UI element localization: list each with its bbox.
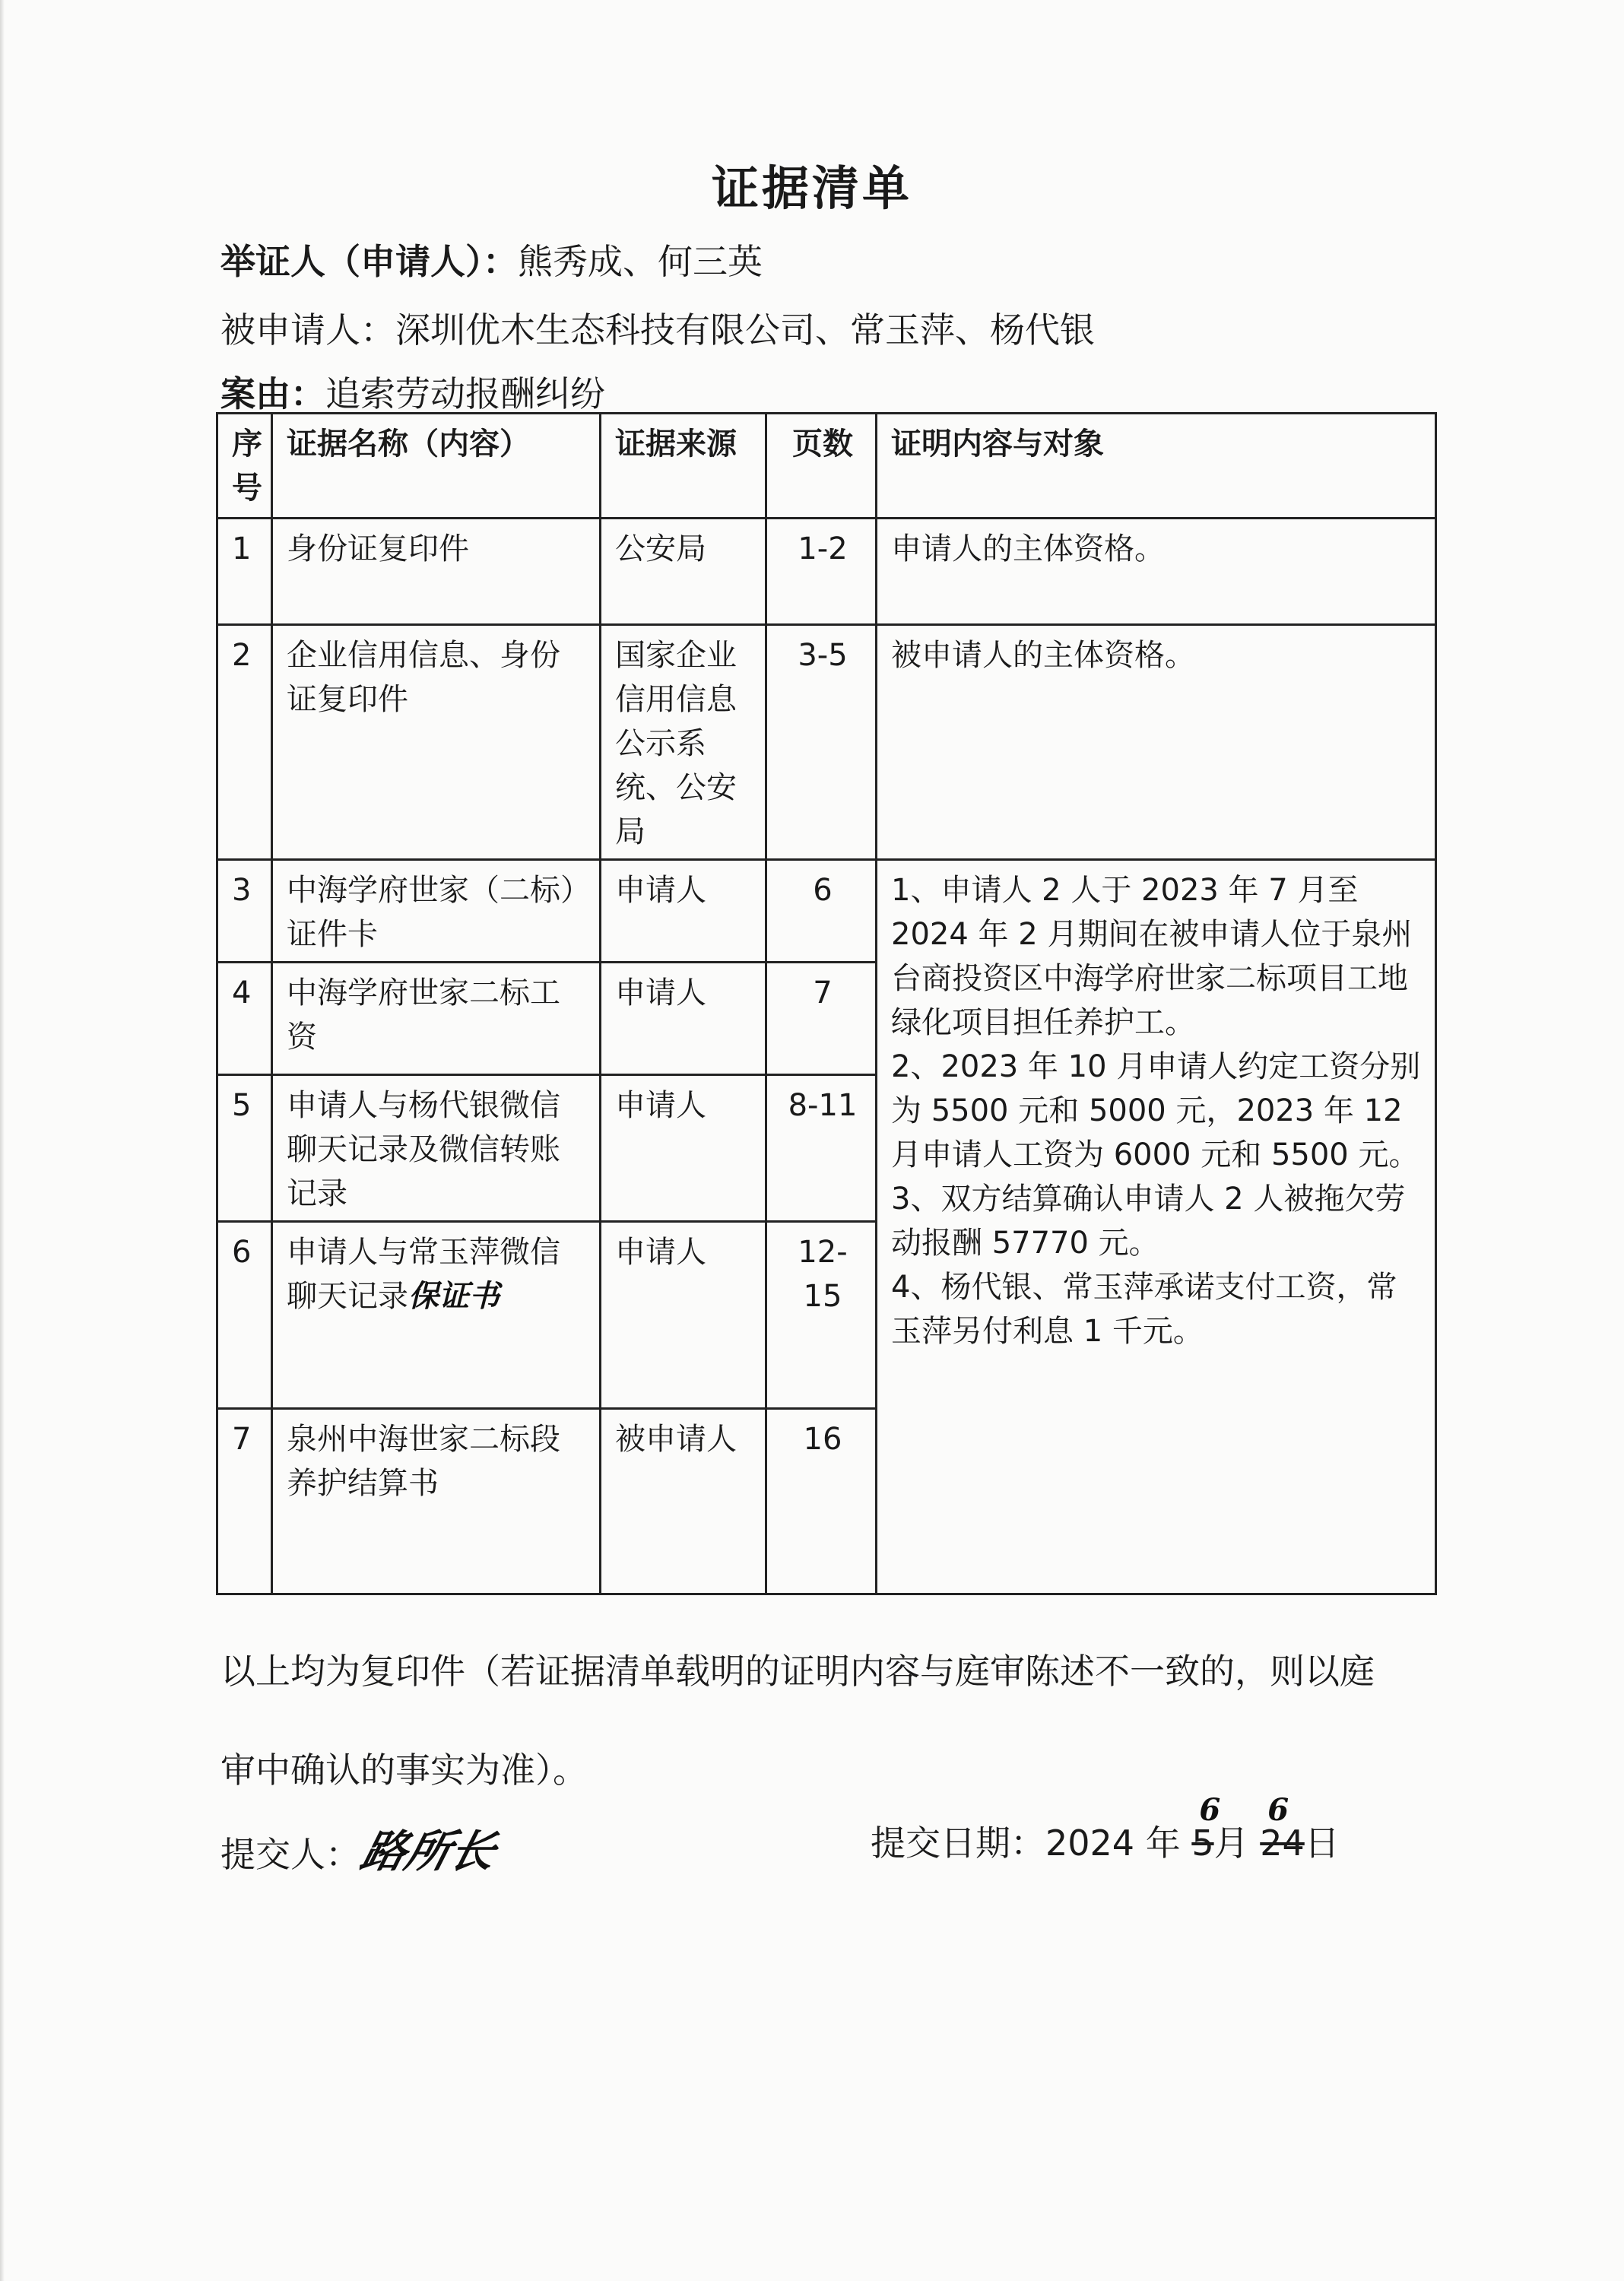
col-header-pages: 页数: [766, 414, 877, 519]
row-no: 2: [217, 625, 272, 860]
table-header-row: [217, 414, 1436, 519]
merged-fact-cell: [877, 860, 1436, 1594]
fact-item: 2、2023 年 10 月申请人约定工资分别为 5500 元和 5000 元，2023 年 12 月申请人工资为 6000 元和 5500 元。: [891, 1049, 1421, 1172]
row-name: 中海学府世家（二标）证件卡: [272, 860, 601, 963]
row-fact: 被申请人的主体资格。: [877, 625, 1436, 860]
row-pages: 3-5: [766, 625, 877, 860]
footer-note-line1: 以上均为复印件（若证据清单载明的证明内容与庭审陈述不一致的，则以庭: [220, 1651, 1375, 1692]
date-label: 提交日期：: [871, 1823, 1045, 1864]
row-source: 被申请人: [601, 1409, 766, 1594]
footer-note-line2: 审中确认的事实为准）。: [220, 1750, 588, 1791]
cause-value: 追索劳动报酬纠纷: [325, 373, 605, 414]
table-row: [217, 625, 1436, 860]
date-year: 2024 年: [1045, 1823, 1181, 1864]
row-source: 公安局: [601, 519, 766, 625]
row-no: 4: [217, 963, 272, 1075]
row-name: 中海学府世家二标工资: [272, 963, 601, 1075]
row-no: 5: [217, 1075, 272, 1222]
handwritten-annotation: 保证书: [408, 1278, 500, 1314]
col-header-fact: 证明内容与对象: [877, 414, 1436, 519]
table-row: [217, 860, 1436, 963]
row-pages: 1-2: [766, 519, 877, 625]
date-day-struck-text: 24: [1260, 1823, 1305, 1864]
cause-label: 案由：: [220, 373, 325, 414]
submitter-line: [220, 1816, 502, 1880]
col-header-no: 序号: [217, 414, 272, 519]
col-header-source: 证据来源: [601, 414, 766, 519]
row-name: 泉州中海世家二标段养护结算书: [272, 1409, 601, 1594]
row-pages: 12-15: [766, 1222, 877, 1409]
row-source: 申请人: [601, 860, 766, 963]
table-row: [217, 519, 1436, 625]
fact-item: 4、杨代银、常玉萍承诺支付工资，常玉萍另付利息 1 千元。: [891, 1270, 1397, 1349]
row-source: 申请人: [601, 1222, 766, 1409]
submitter-signature: 路所长: [356, 1826, 502, 1877]
row-no: 7: [217, 1409, 272, 1594]
row-name-text: 申请人与常玉萍微信聊天记录: [287, 1235, 560, 1314]
row-pages: 16: [766, 1409, 877, 1594]
row-name: 身份证复印件: [272, 519, 601, 625]
date-month-correction: 6: [1199, 1792, 1221, 1828]
row-no: 3: [217, 860, 272, 963]
respondent-line: [220, 303, 1095, 353]
scan-edge: [0, 0, 5, 2281]
respondent-value: 深圳优木生态科技有限公司、常玉萍、杨代银: [395, 309, 1095, 351]
row-pages: 6: [766, 860, 877, 963]
submitter-label: 提交人：: [220, 1834, 360, 1875]
date-day-suffix: 日: [1304, 1823, 1340, 1864]
cause-line: [220, 366, 605, 417]
date-day-correction: 6: [1267, 1792, 1289, 1828]
row-source: 申请人: [601, 963, 766, 1075]
date-day-struck: [1260, 1792, 1305, 1864]
row-source: 国家企业信用信息公示系统、公安局: [601, 625, 766, 860]
proponent-line: [220, 234, 763, 284]
row-source: 申请人: [601, 1075, 766, 1222]
row-fact: 申请人的主体资格。: [877, 519, 1436, 625]
evidence-table: [216, 412, 1437, 1595]
row-name: [272, 1222, 601, 1409]
row-pages: 7: [766, 963, 877, 1075]
respondent-label: 被申请人：: [220, 309, 395, 351]
page-title: 证据清单: [711, 160, 912, 216]
submission-date: [871, 1792, 1340, 1866]
proponent-value: 熊秀成、何三英: [518, 241, 763, 282]
col-header-name: 证据名称（内容）: [272, 414, 601, 519]
date-month-struck-text: 5: [1191, 1823, 1214, 1864]
row-no: 1: [217, 519, 272, 625]
row-name: 申请人与杨代银微信聊天记录及微信转账记录: [272, 1075, 601, 1222]
row-no: 6: [217, 1222, 272, 1409]
proponent-label: 举证人（申请人）：: [220, 241, 518, 282]
fact-item: 1、申请人 2 人于 2023 年 7 月至 2024 年 2 月期间在被申请人位于泉州台商投资区中海学府世家二标项目工地绿化项目担任养护工。: [891, 873, 1413, 1040]
row-name: 企业信用信息、身份证复印件: [272, 625, 601, 860]
date-month-suffix: 月: [1213, 1823, 1249, 1864]
date-month-struck: [1191, 1792, 1221, 1864]
row-pages: 8-11: [766, 1075, 877, 1222]
fact-item: 3、双方结算确认申请人 2 人被拖欠劳动报酬 57770 元。: [891, 1182, 1406, 1261]
